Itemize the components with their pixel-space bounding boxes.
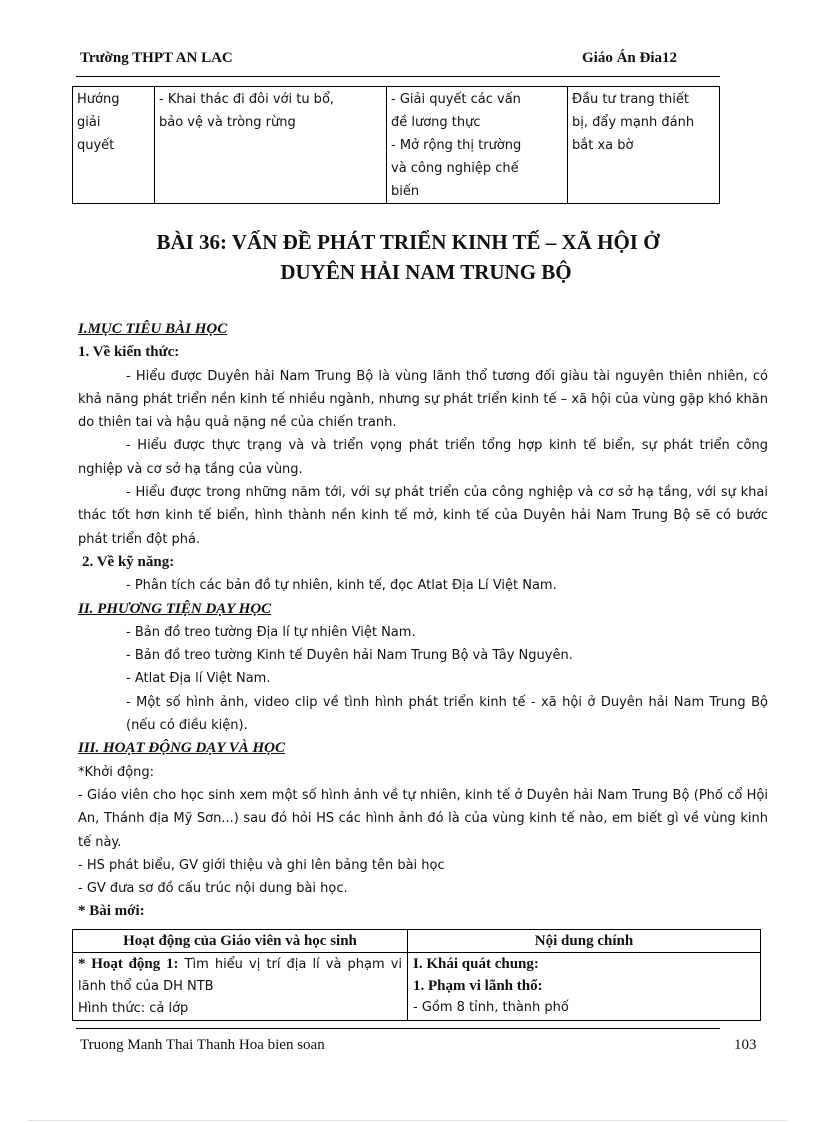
list-item: - Atlat Địa lí Việt Nam. bbox=[126, 671, 271, 687]
table-header-row bbox=[73, 930, 761, 953]
section-activities: III. HOẠT ĐỘNG DẠY VÀ HỌC bbox=[78, 740, 285, 757]
page-number: 103 bbox=[734, 1037, 757, 1053]
new-lesson-label: * Bài mới: bbox=[78, 903, 145, 920]
cell-content bbox=[408, 953, 761, 1021]
cell-forestry: - Khai thác đi đôi với tu bổ, bảo vệ và tròng rừng bbox=[155, 87, 387, 204]
paragraph: - Hiểu được trong những năm tới, với sự phát triển của công nghiệp và cơ sở hạ tầng, với sự khai thác tốt hơn kinh tế biển, hình thành nền kinh tế mở, kinh tế của Duyên hải Nam Trung Bộ sẽ có bước phát triển đột phá. bbox=[78, 485, 768, 547]
section-materials: II. PHƯƠNG TIỆN DẠY HỌC bbox=[78, 600, 272, 617]
activity-table bbox=[72, 929, 761, 1021]
lesson-title-line1: BÀI 36: VẤN ĐỀ PHÁT TRIỂN KINH TẾ – XÃ HỘI Ở bbox=[156, 230, 660, 254]
footer-rule bbox=[76, 1028, 720, 1029]
content-heading: I. Khái quát chung: bbox=[413, 956, 539, 972]
cell-agriculture: - Giải quyết các vấn đề lương thực - Mở rộng thị trường và công nghiệp chế biến bbox=[387, 87, 568, 204]
paragraph: - GV đưa sơ đồ cấu trúc nội dung bài học. bbox=[78, 881, 348, 897]
list-item: - Bản đồ treo tường Kinh tế Duyên hải Nam Trung Bộ và Tây Nguyên. bbox=[126, 648, 573, 664]
table-row bbox=[73, 87, 720, 204]
page-edge bbox=[28, 1120, 788, 1121]
paragraph: - Hiểu được thực trạng và và triển vọng phát triển tổng hợp kinh tế biển, sự phát triển công nghiệp và cơ sở hạ tầng của vùng. bbox=[78, 438, 768, 477]
cell-fishery: Đầu tư trang thiết bị, đẩy mạnh đánh bắt xa bờ bbox=[568, 87, 720, 204]
warmup-label: *Khởi động: bbox=[78, 764, 155, 780]
cell-activity bbox=[73, 953, 408, 1021]
paragraph: - Phân tích các bản đồ tự nhiên, kinh tế, đọc Atlat Địa Lí Việt Nam. bbox=[126, 578, 557, 594]
lesson-body bbox=[78, 318, 768, 924]
subheading-knowledge: 1. Về kiến thức: bbox=[78, 344, 180, 361]
header-rule bbox=[76, 76, 720, 77]
activity-label: * Hoạt động 1: bbox=[78, 956, 179, 972]
header-school: Trường THPT AN LAC bbox=[80, 50, 233, 66]
header-subject: Giáo Án Đia12 bbox=[582, 50, 678, 66]
paragraph: - Hiểu được Duyên hải Nam Trung Bộ là vùng lãnh thổ tương đối giàu tài nguyên thiên nhiên, có khả năng phát triển nền kinh tế nhiều ngành, nhưng sự phát triển kinh tế – xã hội của vùng gặp khó khăn do thiên tai và hậu quả nặng nề của chiến tranh. bbox=[78, 368, 768, 431]
list-item: - Một số hình ảnh, video clip về tình hình phát triển kinh tế - xã hội ở Duyên hải Nam Trung Bộ (nếu có điều kiện). bbox=[126, 694, 768, 734]
header-content: Nội dung chính bbox=[408, 930, 761, 953]
paragraph: - HS phát biểu, GV giới thiệu và ghi lên bảng tên bài học bbox=[78, 857, 445, 873]
content-text: - Gồm 8 tỉnh, thành phố bbox=[413, 1000, 569, 1015]
table-row bbox=[73, 953, 761, 1021]
section-objectives: I.MỤC TIÊU BÀI HỌC bbox=[78, 321, 228, 337]
cell-label: Hướng giải quyết bbox=[73, 87, 155, 204]
activity-text: Tìm hiểu vị trí địa lí và phạm vi lãnh thổ của DH NTB bbox=[78, 957, 403, 994]
lesson-title-line2: DUYÊN HẢI NAM TRUNG BỘ bbox=[280, 260, 572, 284]
top-table bbox=[72, 86, 720, 204]
paragraph: - Giáo viên cho học sinh xem một số hình ảnh về tự nhiên, kinh tế ở Duyên hải Nam Trung Bộ (Phố cổ Hội An, Thánh địa Mỹ Sơn...) sau đó hỏi HS các hình ảnh đó là của vùng kinh tế nào, em biết gì về vùng kinh tế này. bbox=[78, 787, 768, 850]
subheading-skills: 2. Về kỹ năng: bbox=[82, 553, 175, 570]
activity-format: Hình thức: cả lớp bbox=[78, 1001, 189, 1016]
footer-author: Truong Manh Thai Thanh Hoa bien soan bbox=[80, 1037, 325, 1053]
content-subheading: 1. Phạm vi lãnh thổ: bbox=[413, 978, 543, 994]
list-item: - Bản đồ treo tường Địa lí tự nhiên Việt Nam. bbox=[126, 624, 416, 640]
header-activities: Hoạt động của Giáo viên và học sinh bbox=[73, 930, 408, 953]
